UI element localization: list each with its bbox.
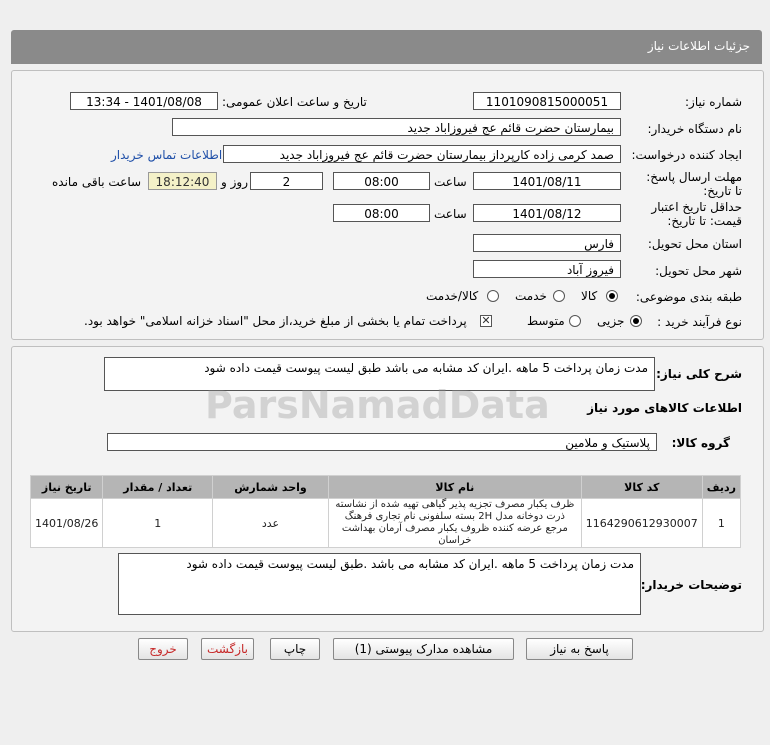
col-date: تاریخ نیاز: [31, 476, 103, 499]
remaining-time-field: 18:12:40: [148, 172, 217, 190]
buyer-org-label: نام دستگاه خریدار:: [647, 122, 742, 136]
goods-group-label: گروه کالا:: [671, 436, 730, 450]
summary-label: شرح کلی نیاز:: [656, 367, 742, 381]
col-unit: واحد شمارش: [213, 476, 329, 499]
announce-label: تاریخ و ساعت اعلان عمومی:: [222, 95, 367, 109]
category-option-goods-service: کالا/خدمت: [426, 289, 479, 303]
buyer-org-field: بیمارستان حضرت قائم عج فیروزاباد جدید: [172, 118, 621, 136]
validity-time-label: ساعت: [434, 207, 467, 221]
category-radio-goods-service[interactable]: [487, 290, 499, 302]
creator-label: ایجاد کننده درخواست:: [631, 148, 742, 162]
items-table: [30, 475, 741, 548]
category-option-service: خدمت: [515, 289, 547, 303]
treasury-payment-note: پرداخت تمام یا بخشی از مبلغ خرید،از محل "اسناد خزانه اسلامی" خواهد بود.: [84, 314, 467, 328]
page-header: [11, 30, 762, 64]
process-option-medium: متوسط: [527, 314, 565, 328]
process-label: نوع فرآیند خرید :: [657, 315, 742, 329]
validity-date-field: 1401/08/12: [473, 204, 621, 222]
deadline-date-field: 1401/08/11: [473, 172, 621, 190]
cell-row: 1: [702, 499, 740, 548]
col-code: کد کالا: [581, 476, 702, 499]
col-name: نام کالا: [328, 476, 581, 499]
days-field: 2: [250, 172, 323, 190]
buyer-notes-box: مدت زمان پرداخت 5 ماهه .ایران کد مشابه می باشد .طبق لیست پیوست قیمت داده شود: [118, 553, 641, 615]
category-label: طبقه بندی موضوعی:: [635, 290, 742, 304]
creator-field: صمد کرمی زاده کارپرداز بیمارستان حضرت قائم عج فیروزاباد جدید: [223, 145, 621, 163]
province-field: فارس: [473, 234, 621, 252]
city-field: فیروز آباد: [473, 260, 621, 278]
cell-qty: 1: [103, 499, 213, 548]
cell-unit: عدد: [213, 499, 329, 548]
back-button[interactable]: بازگشت: [201, 638, 254, 660]
process-option-minor: جزیی: [597, 314, 625, 328]
validity-time-field: 08:00: [333, 204, 430, 222]
cell-name: ظرف یکبار مصرف تجزیه پذیر گیاهی تهیه شده از نشاسته ذرت دوخانه مدل 2H بسته سلفونی نام تجاری فرهنگ مرجع عرضه کننده ظروف یکبار مصرف آرمان بهداشت خراسان: [328, 499, 581, 548]
summary-box: مدت زمان پرداخت 5 ماهه .ایران کد مشابه می باشد طبق لیست پیوست قیمت داده شود: [104, 357, 655, 391]
goods-group-field: پلاستیک و ملامین: [107, 433, 657, 451]
buyer-contact-link[interactable]: اطلاعات تماس خریدار: [111, 148, 223, 162]
print-button[interactable]: چاپ: [270, 638, 320, 660]
cell-date: 1401/08/26: [31, 499, 103, 548]
reply-button[interactable]: پاسخ به نیاز: [526, 638, 633, 660]
announce-field: 1401/08/08 - 13:34: [70, 92, 218, 110]
category-radio-goods[interactable]: [606, 290, 618, 302]
process-radio-minor[interactable]: [630, 315, 642, 327]
need-number-field: 1101090815000051: [473, 92, 621, 110]
treasury-payment-checkbox[interactable]: ✕: [481, 314, 491, 327]
watermark-brand: ParsNamadData: [205, 383, 550, 427]
province-label: استان محل تحویل:: [647, 237, 742, 251]
deadline-label: مهلت ارسال پاسخ: تا تاریخ:: [646, 170, 742, 198]
days-label: روز و: [221, 175, 248, 189]
buyer-notes-label: توضیحات خریدار:: [640, 578, 742, 592]
exit-button[interactable]: خروج: [138, 638, 188, 660]
page-title: جزئیات اطلاعات نیاز: [647, 39, 750, 53]
cell-code: 1164290612930007: [581, 499, 702, 548]
table-row: [31, 499, 741, 548]
col-qty: تعداد / مقدار: [103, 476, 213, 499]
category-option-goods: کالا: [581, 289, 598, 303]
process-radio-medium[interactable]: [569, 315, 581, 327]
need-number-label: شماره نیاز:: [685, 95, 742, 109]
col-row: ردیف: [702, 476, 740, 499]
category-radio-service[interactable]: [553, 290, 565, 302]
deadline-time-label: ساعت: [434, 175, 467, 189]
attachments-button[interactable]: مشاهده مدارک پیوستی (1): [333, 638, 514, 660]
deadline-time-field: 08:00: [333, 172, 430, 190]
city-label: شهر محل تحویل:: [655, 264, 742, 278]
remaining-label: ساعت باقی مانده: [52, 175, 142, 189]
validity-label: حداقل تاریخ اعتبار قیمت: تا تاریخ:: [651, 200, 742, 228]
goods-section-title: اطلاعات کالاهای مورد نیاز: [587, 401, 742, 415]
